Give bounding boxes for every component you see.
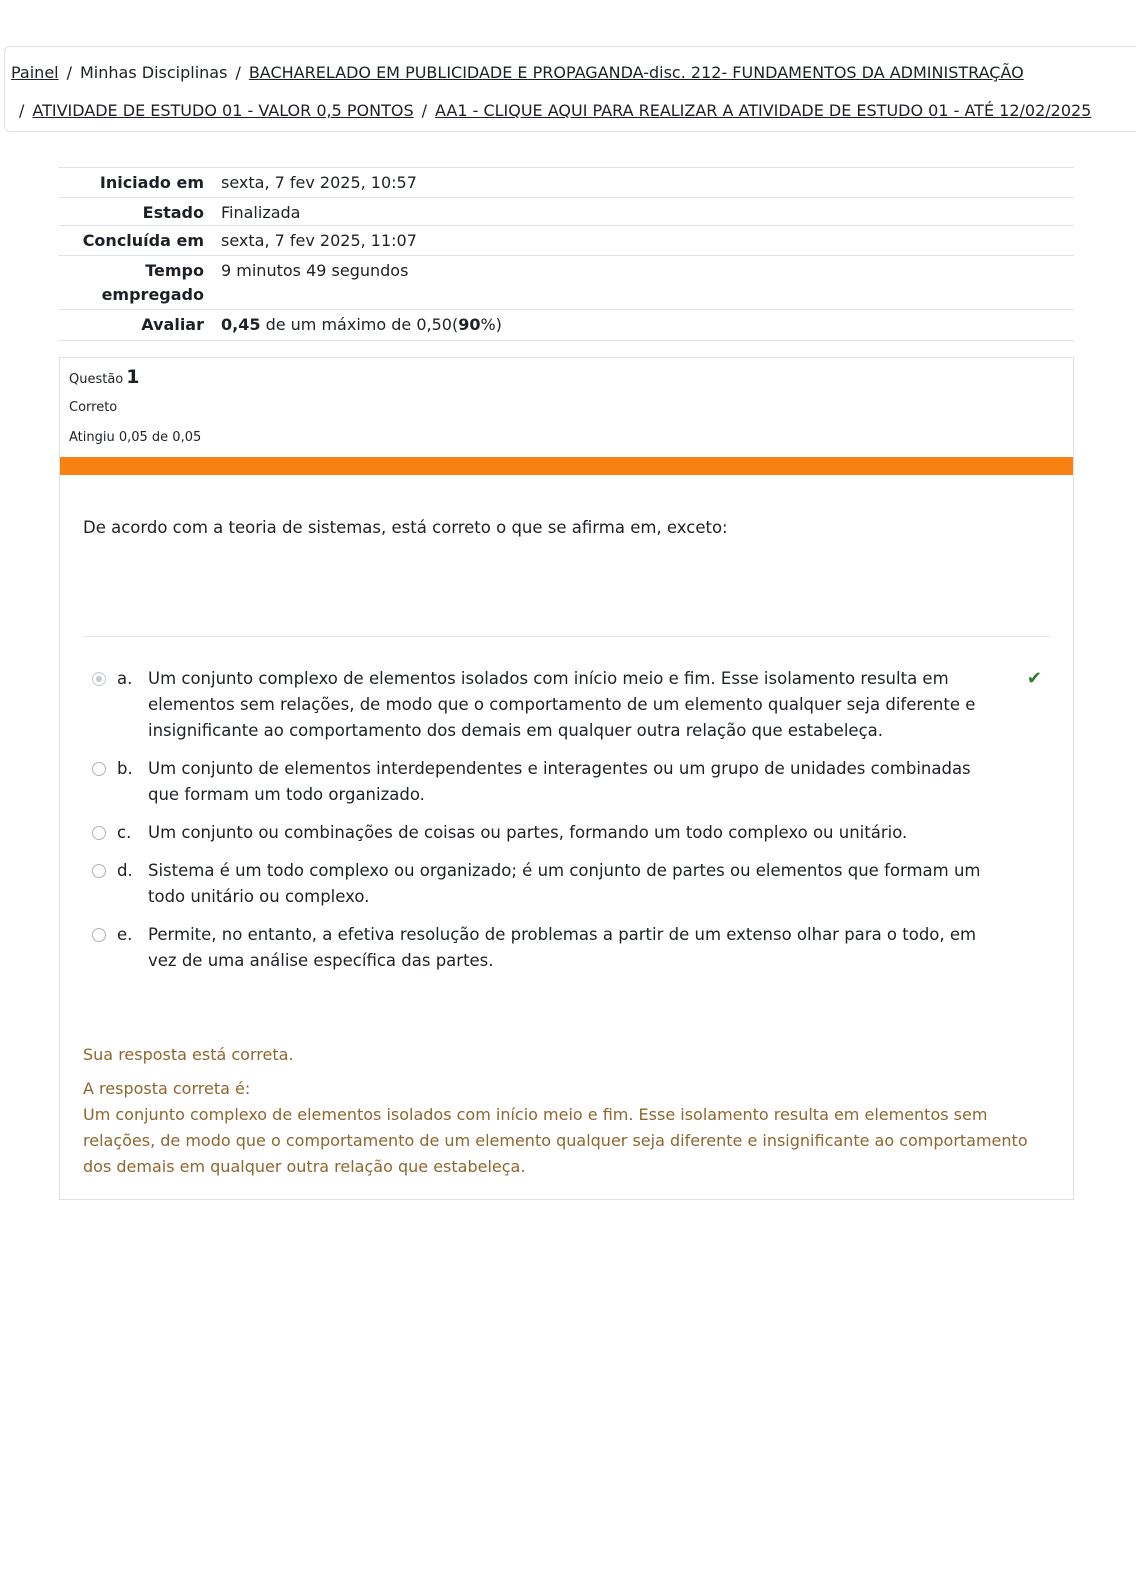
score-percent: 90 <box>458 315 481 334</box>
answer-text: Permite, no entanto, a efetiva resolução de problemas a partir de um extenso olhar para o todo, em vez de uma análise específica das partes. <box>148 925 977 970</box>
question-card <box>59 357 1074 1200</box>
radio-button[interactable] <box>92 672 106 686</box>
answer-letter: c. <box>117 823 132 842</box>
breadcrumb-painel-link[interactable]: Painel <box>11 63 59 82</box>
feedback-correct: Sua resposta está correta. <box>83 1045 294 1064</box>
radio-button[interactable] <box>92 864 106 878</box>
breadcrumb-aa1-link[interactable]: AA1 - CLIQUE AQUI PARA REALIZAR A ATIVIDADE DE ESTUDO 01 - ATÉ 12/02/2025 <box>434 101 1092 120</box>
top-strip <box>0 0 1136 46</box>
answer-option-d[interactable] <box>83 858 1050 910</box>
breadcrumb-activity-link[interactable]: ATIVIDADE DE ESTUDO 01 - VALOR 0,5 PONTOS <box>32 101 414 120</box>
answer-text: Sistema é um todo complexo ou organizado; é um conjunto de partes ou elementos que formam um todo unitário ou complexo. <box>148 861 981 906</box>
answer-option-c[interactable] <box>83 820 1050 846</box>
question-number <box>69 366 140 388</box>
score-percent-suffix: %) <box>480 315 502 334</box>
answer-letter: b. <box>117 759 133 778</box>
question-text: De acordo com a teoria de sistemas, está correto o que se afirma em, exceto: <box>83 518 728 537</box>
answer-option-b[interactable] <box>83 756 1050 808</box>
breadcrumb-separator: / <box>19 101 25 120</box>
question-label: Questão <box>69 372 124 387</box>
breadcrumb <box>4 46 1136 132</box>
summary-row-concluida <box>59 225 1074 255</box>
question-feedback <box>83 1042 1043 1180</box>
score-value: 0,45 <box>221 315 261 334</box>
answer-letter: d. <box>117 861 133 880</box>
summary-label: Iniciado em <box>99 173 204 192</box>
breadcrumb-separator: / <box>235 63 241 82</box>
summary-label: Avaliar <box>141 315 204 334</box>
summary-row-tempo <box>59 255 1074 309</box>
breadcrumb-separator: / <box>421 101 427 120</box>
breadcrumb-course-link[interactable]: BACHARELADO EM PUBLICIDADE E PROPAGANDA-disc. 212- FUNDAMENTOS DA ADMINISTRAÇÃO <box>248 63 1024 82</box>
answer-letter: a. <box>117 669 133 688</box>
answer-list <box>83 666 1050 986</box>
summary-row-iniciado <box>59 167 1074 197</box>
answer-option-a[interactable] <box>83 666 1050 744</box>
question-state: Correto <box>69 400 118 415</box>
radio-button[interactable] <box>92 826 106 840</box>
score-max: de um máximo de 0,50( <box>260 315 459 334</box>
answer-letter: e. <box>117 925 133 944</box>
summary-value: sexta, 7 fev 2025, 10:57 <box>221 173 417 192</box>
breadcrumb-line-2 <box>19 101 1091 121</box>
divider <box>83 636 1050 637</box>
question-grade: Atingiu 0,05 de 0,05 <box>69 430 202 445</box>
summary-label-line: empregado <box>101 285 204 304</box>
summary-row-estado <box>59 197 1074 225</box>
summary-value: 9 minutos 49 segundos <box>221 261 409 280</box>
question-number-value: 1 <box>126 366 140 388</box>
answer-text: Um conjunto de elementos interdependentes e interagentes ou um grupo de unidades combinadas que formam um todo organizado. <box>148 759 971 804</box>
answer-text: Um conjunto ou combinações de coisas ou partes, formando um todo complexo ou unitário. <box>148 823 908 842</box>
radio-button[interactable] <box>92 928 106 942</box>
breadcrumb-minhas-disciplinas: Minhas Disciplinas <box>80 63 228 82</box>
answer-option-e[interactable] <box>83 922 1050 974</box>
summary-label: Concluída em <box>82 231 204 250</box>
answer-text: Um conjunto complexo de elementos isolados com início meio e fim. Esse isolamento resulta em elementos sem relações, de modo que o comportamento de um elemento qualquer seja diferente e insignificante ao comportamento dos demais em qualquer outra relação que estabeleça. <box>148 669 976 740</box>
feedback-right-answer-label: A resposta correta é: <box>83 1079 251 1098</box>
radio-button[interactable] <box>92 762 106 776</box>
summary-value <box>221 310 1074 340</box>
summary-value: Finalizada <box>221 203 301 222</box>
summary-value: sexta, 7 fev 2025, 11:07 <box>221 231 417 250</box>
summary-label <box>59 256 221 309</box>
summary-label: Estado <box>142 203 204 222</box>
summary-row-avaliar <box>59 309 1074 341</box>
check-icon: ✔ <box>1026 668 1042 689</box>
feedback-right-answer: Um conjunto complexo de elementos isolados com início meio e fim. Esse isolamento resulta em elementos sem relações, de modo que o comportamento de um elemento qualquer seja diferente e insignificante ao comportamento dos demais em qualquer outra relação que estabeleça. <box>83 1105 1028 1176</box>
summary-label-line: Tempo <box>145 261 204 280</box>
breadcrumb-line-1 <box>11 63 1024 83</box>
attempt-summary-table <box>59 167 1074 341</box>
question-accent-bar <box>60 457 1073 475</box>
breadcrumb-separator: / <box>66 63 72 82</box>
